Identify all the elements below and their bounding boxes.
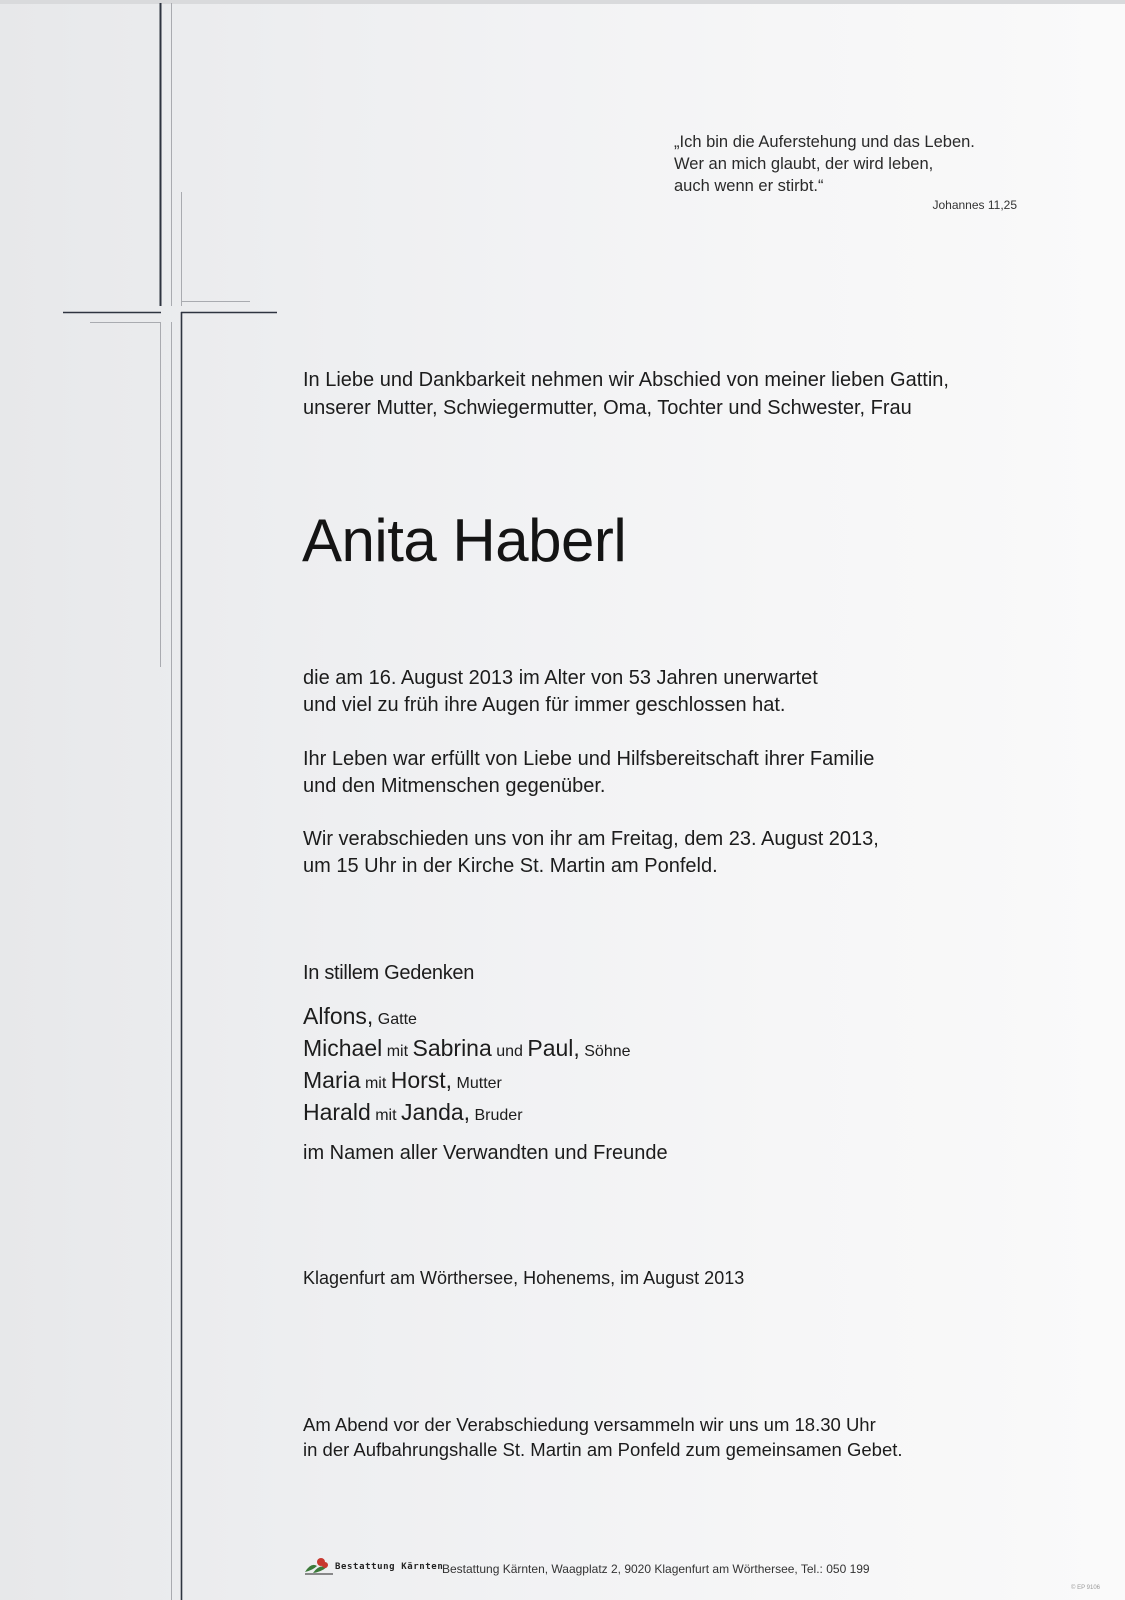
quote-line: auch wenn er stirbt.“ [674, 177, 824, 195]
page-top-edge [0, 0, 1125, 4]
paragraph-line: und den Mitmenschen gegenüber. [303, 775, 606, 797]
relatives-line: im Namen aller Verwandten und Freunde [303, 1142, 668, 1164]
family-name: Janda, [400, 1099, 471, 1125]
intro-text [303, 366, 1063, 422]
intro-line: unserer Mutter, Schwiegermutter, Oma, Tochter und Schwester, Frau [303, 397, 912, 419]
family-row [303, 1032, 1003, 1064]
quote-line: „Ich bin die Auferstehung und das Leben. [674, 133, 975, 151]
logo-wordmark: Bestattung Kärnten [335, 1562, 444, 1572]
logo-flower-icon [303, 1554, 335, 1576]
family-list [303, 1000, 1003, 1128]
paragraph-line: und viel zu früh ihre Augen für immer geschlossen hat. [303, 694, 786, 716]
bible-quote [674, 131, 1054, 197]
family-name: Harald [303, 1099, 371, 1125]
place-date: Klagenfurt am Wörthersee, Hohenems, im August 2013 [303, 1268, 745, 1288]
footer [303, 1554, 1063, 1580]
cross-icon [0, 0, 300, 1600]
paragraph-line: Wir verabschieden uns von ihr am Freitag, dem 23. August 2013, [303, 828, 879, 850]
family-connector: mit [360, 1075, 391, 1092]
vigil-line: in der Aufbahrungshalle St. Martin am Ponfeld zum gemeinsamen Gebet. [303, 1439, 903, 1460]
family-relation: Söhne [579, 1043, 631, 1060]
family-relation: Mutter [452, 1075, 502, 1092]
family-name: Sabrina [412, 1035, 492, 1061]
funeral-home-logo [303, 1554, 444, 1578]
family-name: Horst, [390, 1067, 453, 1093]
family-name: Maria [303, 1067, 361, 1093]
funeral-paragraph [303, 826, 1063, 880]
family-row [303, 1064, 1003, 1096]
death-notice-paragraph [303, 665, 1063, 719]
vigil-line: Am Abend vor der Verabschiedung versammeln wir uns um 18.30 Uhr [303, 1414, 876, 1435]
paragraph-line: Ihr Leben war erfüllt von Liebe und Hilfsbereitschaft ihrer Familie [303, 748, 875, 770]
footer-address: Bestattung Kärnten, Waagplatz 2, 9020 Klagenfurt am Wörthersee, Tel.: 050 199 [442, 1562, 870, 1576]
print-code: © EP 9106 [1071, 1585, 1100, 1591]
paragraph-line: die am 16. August 2013 im Alter von 53 Jahren unerwartet [303, 667, 818, 689]
memory-heading: In stillem Gedenken [303, 962, 475, 984]
family-row [303, 1096, 1003, 1128]
quote-reference: Johannes 11,25 [932, 198, 1017, 212]
vigil-notice [303, 1412, 1063, 1462]
paragraph-line: um 15 Uhr in der Kirche St. Martin am Ponfeld. [303, 855, 718, 877]
deceased-name: Anita Haberl [302, 507, 627, 574]
family-name: Paul, [527, 1035, 580, 1061]
life-paragraph [303, 746, 1063, 800]
family-name: Michael [303, 1035, 383, 1061]
intro-line: In Liebe und Dankbarkeit nehmen wir Abschied von meiner lieben Gattin, [303, 369, 949, 391]
family-connector: mit [382, 1043, 413, 1060]
family-relation: Bruder [470, 1107, 523, 1124]
family-name: Alfons, [303, 1003, 374, 1029]
family-relation: Gatte [373, 1011, 417, 1028]
quote-line: Wer an mich glaubt, der wird leben, [674, 155, 934, 173]
family-connector: und [491, 1043, 528, 1060]
family-row [303, 1000, 1003, 1032]
family-connector: mit [370, 1107, 401, 1124]
